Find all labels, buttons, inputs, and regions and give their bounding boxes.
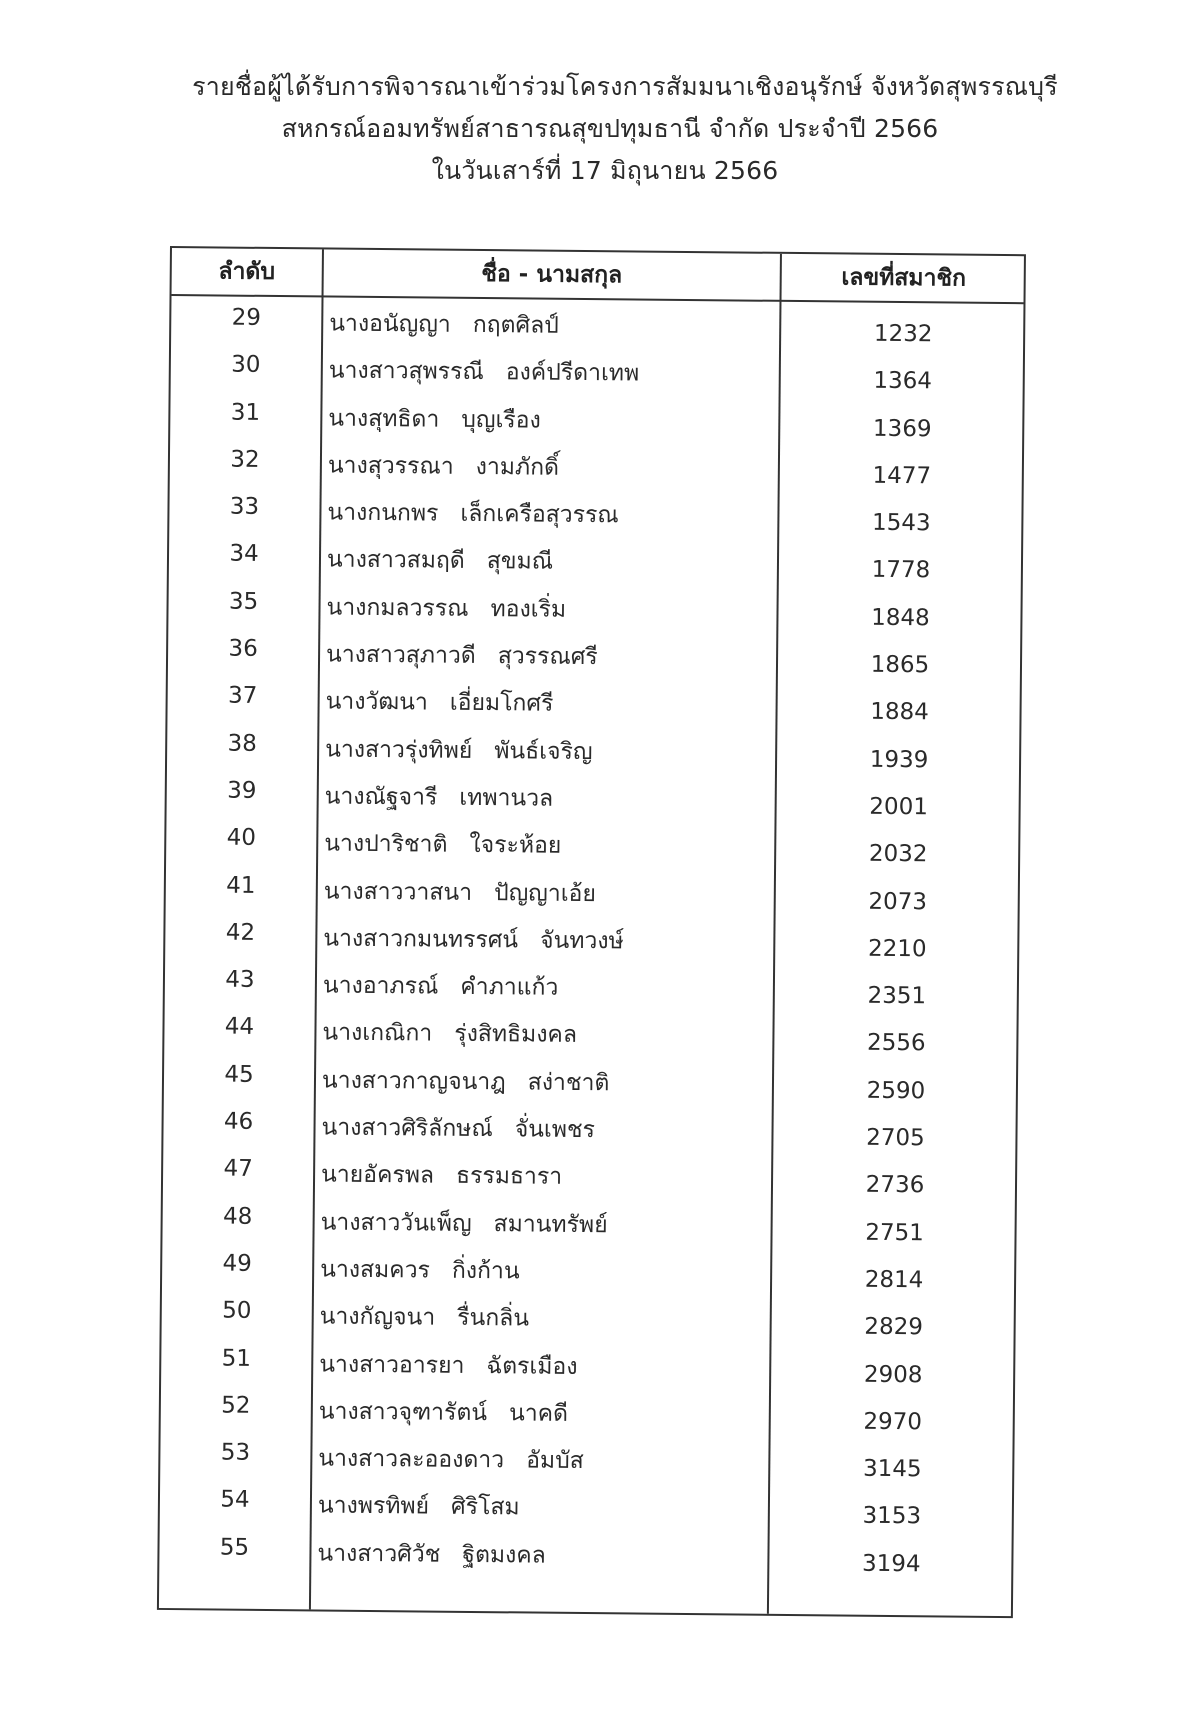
row-member-id: 2556 <box>866 1030 926 1057</box>
row-full-name <box>318 1488 520 1526</box>
table-row <box>171 300 1023 355</box>
row-full-name <box>329 306 559 344</box>
row-last-name: บุญเรือง <box>461 406 541 434</box>
row-first-name: นางสาวรุ่งทิพย์ <box>325 736 473 764</box>
row-member-id: 3145 <box>862 1455 922 1483</box>
row-order: 31 <box>230 399 261 426</box>
row-member-id: 2351 <box>867 982 927 1010</box>
row-first-name: นางสาวสุพรรณี <box>328 357 484 386</box>
row-first-name: นางสาววันเพ็ญ <box>320 1209 472 1237</box>
row-order: 35 <box>228 588 259 615</box>
row-full-name <box>329 353 640 392</box>
row-last-name: กฤตศิลป์ <box>472 311 559 339</box>
table-row <box>166 773 1018 828</box>
row-member-id: 2032 <box>868 841 928 868</box>
row-full-name <box>328 447 559 485</box>
row-last-name: องค์ปรีดาเทพ <box>505 359 640 387</box>
row-full-name <box>323 920 624 959</box>
row-last-name: ทองเริ่ม <box>490 595 567 623</box>
table-row <box>161 1388 1013 1443</box>
row-order: 50 <box>222 1297 252 1325</box>
table-row <box>165 962 1017 1017</box>
row-full-name <box>327 495 619 534</box>
table-row <box>160 1435 1012 1490</box>
row-last-name: เอี่ยมโกศรี <box>449 690 554 718</box>
row-order: 46 <box>223 1108 254 1135</box>
row-full-name <box>321 1157 562 1195</box>
row-member-id: 1477 <box>872 462 932 490</box>
row-first-name: นางสมควร <box>320 1256 431 1284</box>
row-order: 39 <box>227 777 257 804</box>
row-order: 45 <box>224 1061 254 1088</box>
table-row <box>168 631 1020 686</box>
row-first-name: นางพรทิพย์ <box>317 1492 430 1520</box>
table-row <box>168 584 1020 639</box>
row-member-id: 2705 <box>866 1124 925 1152</box>
row-first-name: นางสาวกมนทรรศน์ <box>323 925 519 954</box>
document-title <box>0 66 1200 192</box>
row-member-id: 1939 <box>869 746 929 773</box>
title-line-3: ในวันเสาร์ที่ 17 มิถุนายน 2566 <box>431 156 779 185</box>
row-member-id: 2736 <box>865 1172 925 1199</box>
row-first-name: นางสาวศิวัช <box>317 1540 441 1568</box>
row-member-id: 2814 <box>864 1266 924 1294</box>
row-first-name: นางอาภรณ์ <box>322 972 439 1000</box>
row-last-name: งามภักดิ์ <box>475 453 560 481</box>
row-member-id: 1865 <box>870 651 930 679</box>
row-first-name: นางสาวอารยา <box>319 1351 465 1379</box>
row-last-name: สุขมณี <box>486 548 554 576</box>
row-order: 32 <box>230 446 260 473</box>
table-row <box>167 678 1019 733</box>
row-order: 42 <box>225 919 256 946</box>
row-member-id: 2829 <box>864 1313 924 1341</box>
row-last-name: ฐิตมงคล <box>462 1541 546 1569</box>
row-last-name: รุ่งสิทธิมงคล <box>454 1021 578 1049</box>
row-order: 53 <box>220 1439 251 1466</box>
row-full-name <box>325 684 553 722</box>
row-order: 43 <box>225 966 255 994</box>
table-row <box>164 1009 1016 1064</box>
row-member-id: 2751 <box>865 1219 924 1246</box>
row-order: 54 <box>220 1486 250 1514</box>
row-full-name <box>320 1204 607 1243</box>
row-last-name: เทพานวล <box>459 784 554 812</box>
row-last-name: สุวรรณศรี <box>497 643 598 671</box>
row-first-name: นางสุทธิดา <box>328 405 440 433</box>
table-row <box>165 915 1017 970</box>
row-order: 49 <box>222 1250 252 1277</box>
table-row <box>166 820 1018 875</box>
row-order: 30 <box>231 351 261 379</box>
table-row <box>167 726 1019 781</box>
row-last-name: จันทวงษ์ <box>539 927 624 955</box>
row-member-id: 1543 <box>871 509 931 537</box>
row-first-name: นางปาริชาติ <box>324 830 448 858</box>
row-last-name: กิ่งก้าน <box>451 1257 520 1285</box>
row-full-name <box>325 731 593 770</box>
row-full-name <box>321 1110 595 1149</box>
row-member-id: 2073 <box>868 888 928 915</box>
row-last-name: ปัญญาเอ้ย <box>493 879 597 907</box>
table-row <box>159 1530 1011 1585</box>
row-last-name: อัมบัส <box>526 1447 584 1475</box>
table-row <box>170 395 1022 450</box>
row-member-id: 2970 <box>863 1408 923 1436</box>
row-member-id: 2590 <box>866 1077 926 1105</box>
row-full-name <box>318 1441 584 1480</box>
row-first-name: นางสุวรรณา <box>327 452 454 480</box>
header-member-id: เลขที่สมาชิก <box>841 264 967 292</box>
row-last-name: ธรรมธารา <box>455 1163 563 1191</box>
row-first-name: นางกนกพร <box>327 499 439 527</box>
row-full-name <box>323 968 559 1006</box>
row-full-name <box>326 637 598 676</box>
row-order: 33 <box>229 493 260 521</box>
row-last-name: สมานทรัพย์ <box>493 1210 608 1238</box>
table-body <box>159 300 1023 1585</box>
row-full-name <box>319 1393 569 1431</box>
row-full-name <box>320 1251 520 1289</box>
row-last-name: ใจระห้อย <box>469 832 562 860</box>
row-last-name: สง่าชาติ <box>527 1069 610 1097</box>
row-last-name: นาคดี <box>508 1400 569 1427</box>
row-member-id: 2001 <box>869 793 929 821</box>
row-first-name: นางกัญจนา <box>319 1303 436 1331</box>
row-full-name <box>322 1015 577 1053</box>
row-first-name: นางสาววาสนา <box>323 878 473 906</box>
table-row <box>163 1104 1015 1159</box>
row-order: 47 <box>223 1155 253 1183</box>
row-member-id: 1778 <box>871 557 931 584</box>
row-member-id: 1364 <box>873 368 933 395</box>
row-member-id: 1848 <box>871 604 930 632</box>
table-row <box>169 536 1021 591</box>
row-member-id: 3194 <box>861 1550 921 1577</box>
row-last-name: จั่นเพชร <box>514 1116 596 1144</box>
row-order: 38 <box>227 730 257 757</box>
row-first-name: นางสาวสุภาวดี <box>325 641 476 670</box>
title-line-1: รายชื่อผู้ได้รับการพิจารณาเข้าร่วมโครงการสัมมนาเชิงอนุรักษ์ จังหวัดสุพรรณบุรี <box>192 72 1058 101</box>
member-table <box>157 246 1026 1618</box>
header-name: ชื่อ - นามสกุล <box>481 260 623 289</box>
row-full-name <box>326 589 566 627</box>
row-member-id: 3153 <box>862 1503 922 1530</box>
row-first-name: นายอัครพล <box>320 1161 435 1189</box>
table-row <box>163 1151 1015 1206</box>
row-member-id: 1884 <box>870 699 929 726</box>
table-row <box>160 1482 1012 1537</box>
row-last-name: เล็กเครือสุวรรณ <box>460 500 619 529</box>
row-first-name: นางวัฒนา <box>325 688 428 716</box>
row-full-name <box>320 1299 530 1337</box>
row-member-id: 2210 <box>867 935 927 963</box>
row-full-name <box>327 542 553 580</box>
row-last-name: พันธ์เจริญ <box>494 737 593 765</box>
row-first-name: นางสาวศิริลักษณ์ <box>321 1114 493 1143</box>
table-row <box>162 1199 1014 1254</box>
row-full-name <box>325 778 554 816</box>
row-first-name: นางสาวจุฑารัตน์ <box>318 1398 488 1426</box>
table-row <box>161 1293 1013 1348</box>
table-row <box>171 347 1023 402</box>
header-order: ลำดับ <box>218 258 276 286</box>
table-row <box>166 868 1018 923</box>
row-first-name: นางอนัญญา <box>329 310 451 338</box>
row-full-name <box>319 1346 578 1384</box>
row-first-name: นางกมลวรรณ <box>326 594 469 622</box>
table-row <box>164 1057 1016 1112</box>
row-last-name: รื่นกลิ่น <box>457 1305 530 1332</box>
row-order: 52 <box>221 1392 251 1419</box>
row-first-name: นางสาวสมฤดี <box>326 547 465 575</box>
row-order: 41 <box>226 872 256 899</box>
row-order: 40 <box>226 824 257 852</box>
row-order: 34 <box>229 541 259 568</box>
table-row <box>161 1341 1013 1396</box>
row-full-name <box>324 873 596 912</box>
row-member-id: 1369 <box>872 415 932 442</box>
row-member-id: 2908 <box>863 1361 923 1388</box>
row-full-name <box>322 1062 610 1101</box>
row-full-name <box>328 400 541 438</box>
row-first-name: นางสาวกาญจนาฎ <box>321 1067 506 1096</box>
row-first-name: นางเกณิกา <box>322 1019 433 1048</box>
row-last-name: ฉัตรเมือง <box>486 1352 578 1380</box>
title-line-2: สหกรณ์ออมทรัพย์สาธารณสุขปทุมธานี จำกัด ประจำปี 2566 <box>281 114 939 143</box>
table-row <box>170 442 1022 497</box>
row-order: 55 <box>219 1534 250 1561</box>
table-row <box>169 489 1021 544</box>
row-order: 48 <box>222 1203 253 1230</box>
row-first-name: นางสาวละอองดาว <box>318 1445 505 1474</box>
row-full-name <box>324 826 561 864</box>
row-order: 29 <box>231 304 262 331</box>
row-first-name: นางณัฐจารี <box>324 783 438 811</box>
row-order: 36 <box>228 635 258 662</box>
row-last-name: คำภาแก้ว <box>460 973 559 1001</box>
row-member-id: 1232 <box>873 320 933 348</box>
row-order: 44 <box>224 1014 255 1041</box>
row-order: 51 <box>221 1345 252 1372</box>
table-row <box>162 1246 1014 1301</box>
row-order: 37 <box>227 682 258 710</box>
row-last-name: ศิริโสม <box>450 1494 520 1521</box>
row-full-name <box>317 1535 546 1573</box>
